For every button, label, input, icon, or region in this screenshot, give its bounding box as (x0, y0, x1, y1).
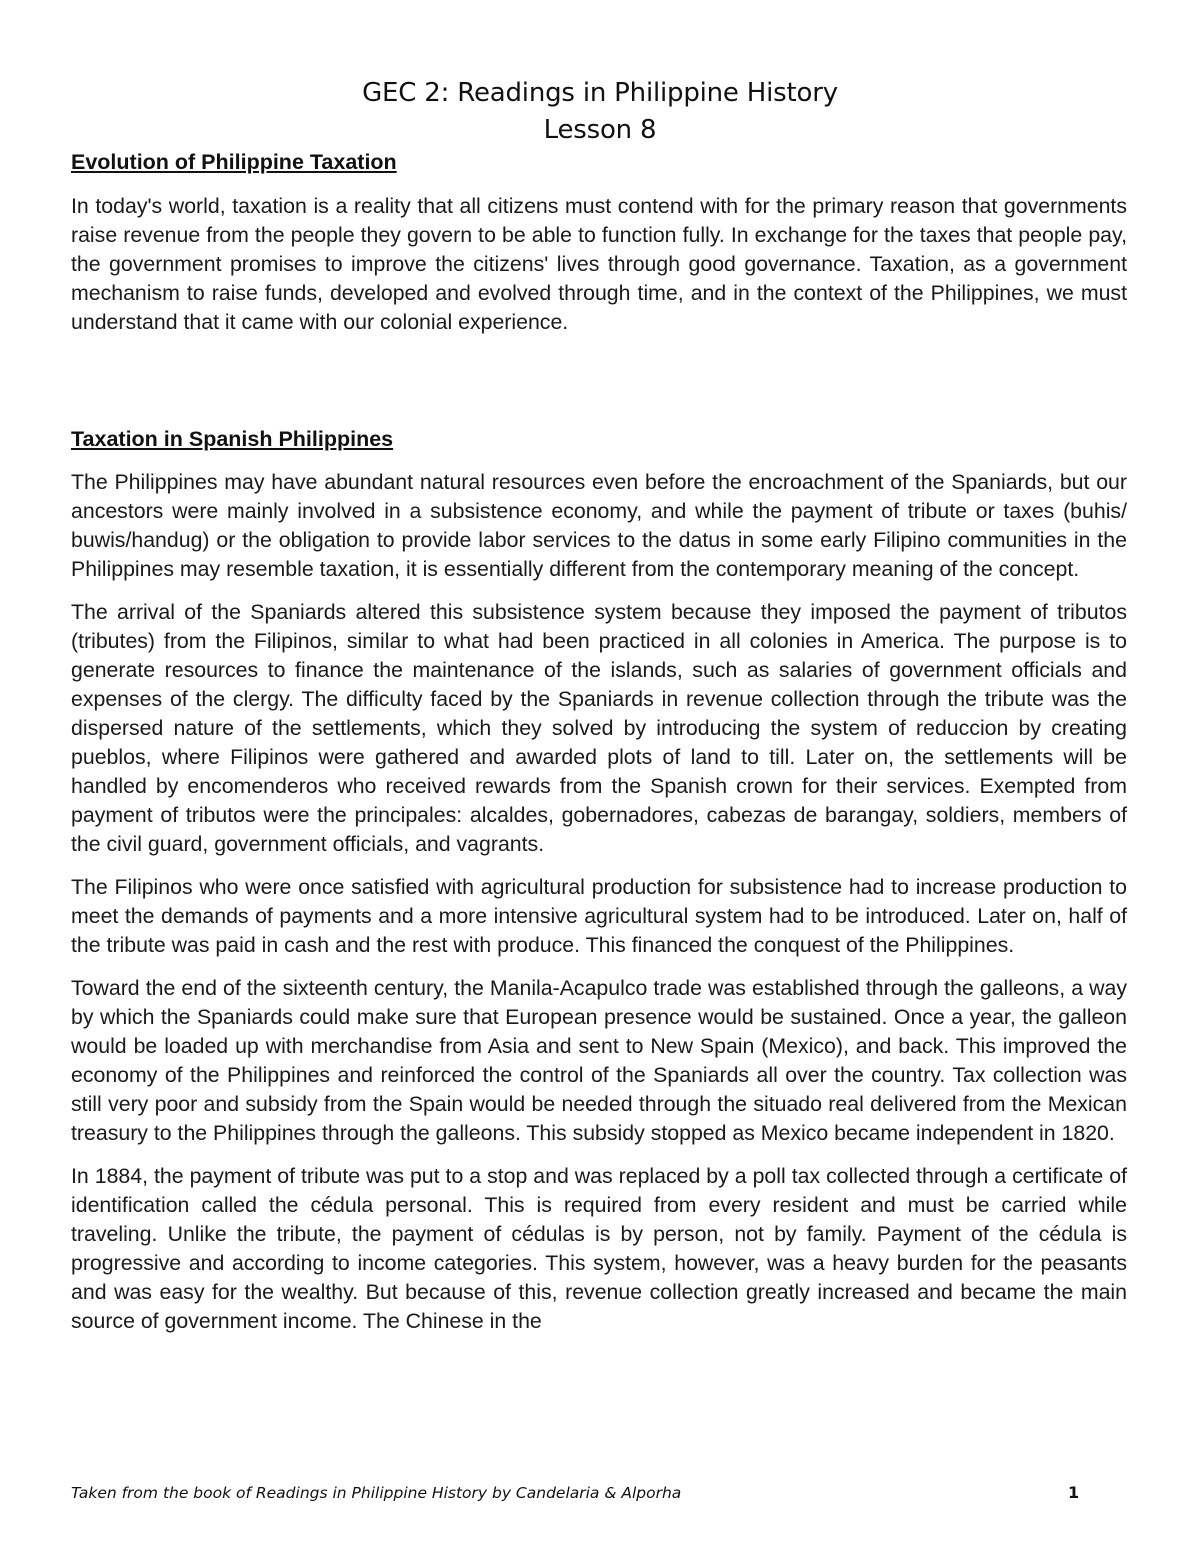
footer-source-note: Taken from the book of Readings in Philippine History by Candelaria & Alporha (71, 1484, 682, 1502)
section-body-evolution (71, 192, 1127, 351)
paragraph: Toward the end of the sixteenth century, the Manila-Acapulco trade was established through the galleons, a way by which the Spaniards could make sure that European presence would be sustained. Once a year, the galleon would be loaded up with merchandise from Asia and sent to New Spain (Mexico), and back. This improved the economy of the Philippines and reinforced the control of the Spaniards all over the country. Tax collection was still very poor and subsidy from the Spain would be needed through the situado real delivered from the Mexican treasury to the Philippines through the galleons. This subsidy stopped as Mexico became independent in 1820. (71, 976, 1127, 1145)
section-body-spanish (71, 468, 1127, 1350)
lesson-title: Lesson 8 (543, 115, 657, 145)
page-number: 1 (1068, 1483, 1080, 1502)
paragraph: The arrival of the Spaniards altered this subsistence system because they imposed the payment of tributos (tributes) from the Filipinos, similar to what had been practiced in all colonies in America. The purpose is to generate resources to finance the maintenance of the islands, such as salaries of government officials and expenses of the clergy. The difficulty faced by the Spaniards in revenue collection through the tribute was the dispersed nature of the settlements, which they solved by introducing the system of reduccion by creating pueblos, where Filipinos were gathered and awarded plots of land to till. Later on, the settlements will be handled by encomenderos who received rewards from the Spanish crown for their services. Exempted from payment of tributos were the principales: alcaldes, gobernadores, cabezas de barangay, soldiers, members of the civil guard, government officials, and vagrants. (71, 600, 1127, 856)
paragraph: In today's world, taxation is a reality that all citizens must contend with for the primary reason that governments raise revenue from the people they govern to be able to function fully. In exchange for the taxes that people pay, the government promises to improve the citizens' lives through good governance. Taxation, as a government mechanism to raise funds, developed and evolved through time, and in the context of the Philippines, we must understand that it came with our colonial experience. (71, 194, 1127, 334)
paragraph: The Filipinos who were once satisfied with agricultural production for subsistence had to increase production to meet the demands of payments and a more intensive agricultural system had to be introduced. Later on, half of the tribute was paid in cash and the rest with produce. This financed the conquest of the Philippines. (71, 875, 1127, 957)
paragraph: The Philippines may have abundant natural resources even before the encroachment of the Spaniards, but our ancestors were mainly involved in a subsistence economy, and while the payment of tribute or taxes (buhis/ buwis/handug) or the obligation to provide labor services to the datus in some early Filipino communities in the Philippines may resemble taxation, it is essentially different from the contemporary meaning of the concept. (71, 470, 1127, 581)
paragraph: In 1884, the payment of tribute was put to a stop and was replaced by a poll tax collected through a certificate of identification called the cédula personal. This is required from every resident and must be carried while traveling. Unlike the tribute, the payment of cédulas is by person, not by family. Payment of the cédula is progressive and according to income categories. This system, however, was a heavy burden for the peasants and was easy for the wealthy. But because of this, revenue collection greatly increased and became the main source of government income. The Chinese in the (71, 1164, 1127, 1333)
course-title: GEC 2: Readings in Philippine History (362, 78, 838, 108)
section-heading-spanish: Taxation in Spanish Philippines (71, 427, 394, 451)
section-heading-evolution: Evolution of Philippine Taxation (71, 150, 397, 174)
